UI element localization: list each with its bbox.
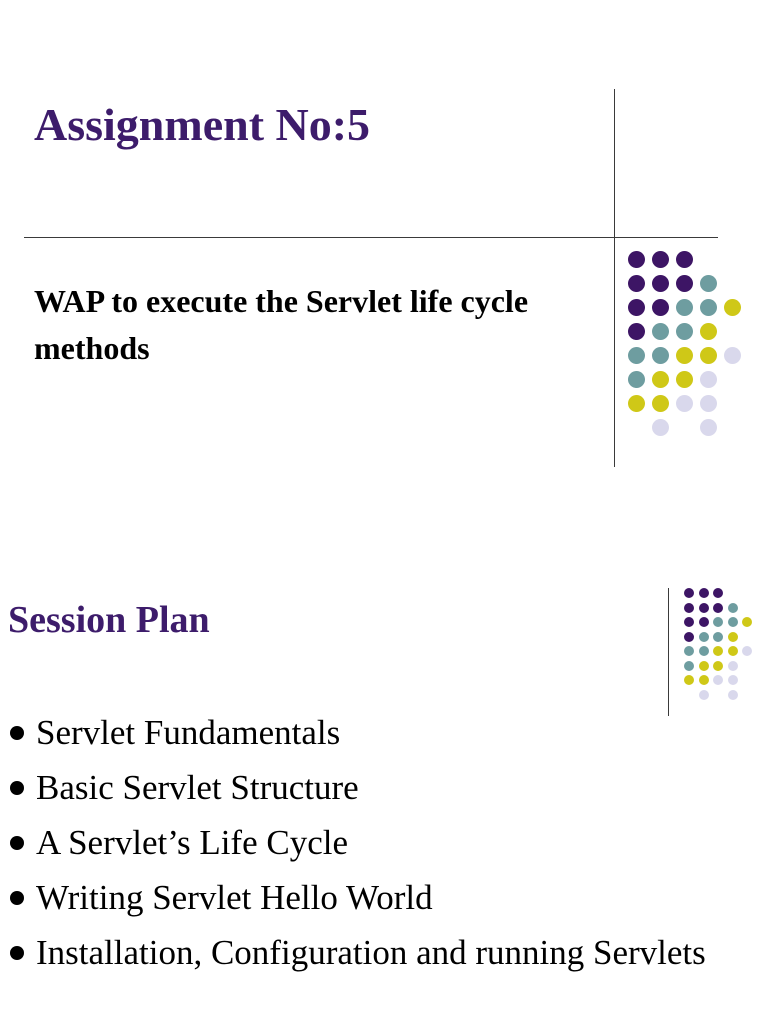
bullet-list <box>8 710 708 985</box>
bullet-icon <box>10 891 24 905</box>
grid-dot <box>699 690 709 700</box>
vertical-divider <box>614 89 615 467</box>
grid-dot <box>728 646 738 656</box>
grid-dot <box>684 603 694 613</box>
grid-dot <box>699 661 709 671</box>
slide-title: Session Plan <box>8 599 210 641</box>
grid-dot <box>742 646 752 656</box>
grid-dot <box>676 347 693 364</box>
grid-dot <box>713 603 723 613</box>
grid-dot <box>676 299 693 316</box>
grid-dot <box>628 371 645 388</box>
grid-dot <box>684 646 694 656</box>
bullet-text: Writing Servlet Hello World <box>36 878 433 917</box>
grid-dot <box>728 603 738 613</box>
grid-dot <box>724 299 741 316</box>
grid-dot <box>728 675 738 685</box>
grid-dot <box>699 588 709 598</box>
grid-dot <box>676 323 693 340</box>
grid-dot <box>684 617 694 627</box>
grid-dot <box>628 275 645 292</box>
grid-dot <box>676 275 693 292</box>
slide-title: Assignment No:5 <box>34 99 371 150</box>
bullet-item <box>8 765 708 810</box>
bullet-item <box>8 930 708 975</box>
grid-dot <box>684 632 694 642</box>
grid-dot <box>676 371 693 388</box>
grid-dot <box>652 395 669 412</box>
grid-dot <box>713 588 723 598</box>
grid-dot <box>700 347 717 364</box>
grid-dot <box>713 632 723 642</box>
grid-dot <box>700 323 717 340</box>
bullet-item <box>8 820 708 865</box>
grid-dot <box>700 299 717 316</box>
grid-dot <box>628 323 645 340</box>
grid-dot <box>700 419 717 436</box>
grid-dot <box>700 371 717 388</box>
vertical-divider <box>668 588 669 716</box>
grid-dot <box>628 299 645 316</box>
grid-dot <box>652 347 669 364</box>
grid-dot <box>699 632 709 642</box>
grid-dot <box>699 603 709 613</box>
grid-dot <box>652 371 669 388</box>
grid-dot <box>652 419 669 436</box>
grid-dot <box>728 661 738 671</box>
grid-dot <box>652 323 669 340</box>
grid-dot <box>628 395 645 412</box>
slide-subtitle: WAP to execute the Servlet life cycle methods <box>34 283 529 366</box>
grid-dot <box>742 617 752 627</box>
bullet-icon <box>10 836 24 850</box>
grid-dot <box>699 617 709 627</box>
grid-dot <box>684 661 694 671</box>
bullet-icon <box>10 726 24 740</box>
grid-dot <box>728 617 738 627</box>
grid-dot <box>728 690 738 700</box>
grid-dot <box>652 275 669 292</box>
grid-dot <box>676 251 693 268</box>
grid-dot <box>699 675 709 685</box>
grid-dot <box>684 588 694 598</box>
grid-dot <box>700 395 717 412</box>
grid-dot <box>628 347 645 364</box>
bullet-item <box>8 875 708 920</box>
slide-session-plan <box>0 512 768 1024</box>
grid-dot <box>713 661 723 671</box>
bullet-text: Basic Servlet Structure <box>36 768 359 807</box>
bullet-text: Installation, Configuration and running Servlets <box>36 933 706 972</box>
grid-dot <box>684 675 694 685</box>
grid-dot <box>713 646 723 656</box>
grid-dot <box>713 675 723 685</box>
bullet-icon <box>10 946 24 960</box>
grid-dot <box>628 251 645 268</box>
grid-dot <box>700 275 717 292</box>
grid-dot <box>713 617 723 627</box>
bullet-text: A Servlet’s Life Cycle <box>36 823 349 862</box>
grid-dot <box>652 251 669 268</box>
bullet-text: Servlet Fundamentals <box>36 713 341 752</box>
bullet-icon <box>10 781 24 795</box>
grid-dot <box>676 395 693 412</box>
grid-dot <box>652 299 669 316</box>
grid-dot <box>699 646 709 656</box>
bullet-item <box>8 710 708 755</box>
grid-dot <box>728 632 738 642</box>
grid-dot <box>724 347 741 364</box>
